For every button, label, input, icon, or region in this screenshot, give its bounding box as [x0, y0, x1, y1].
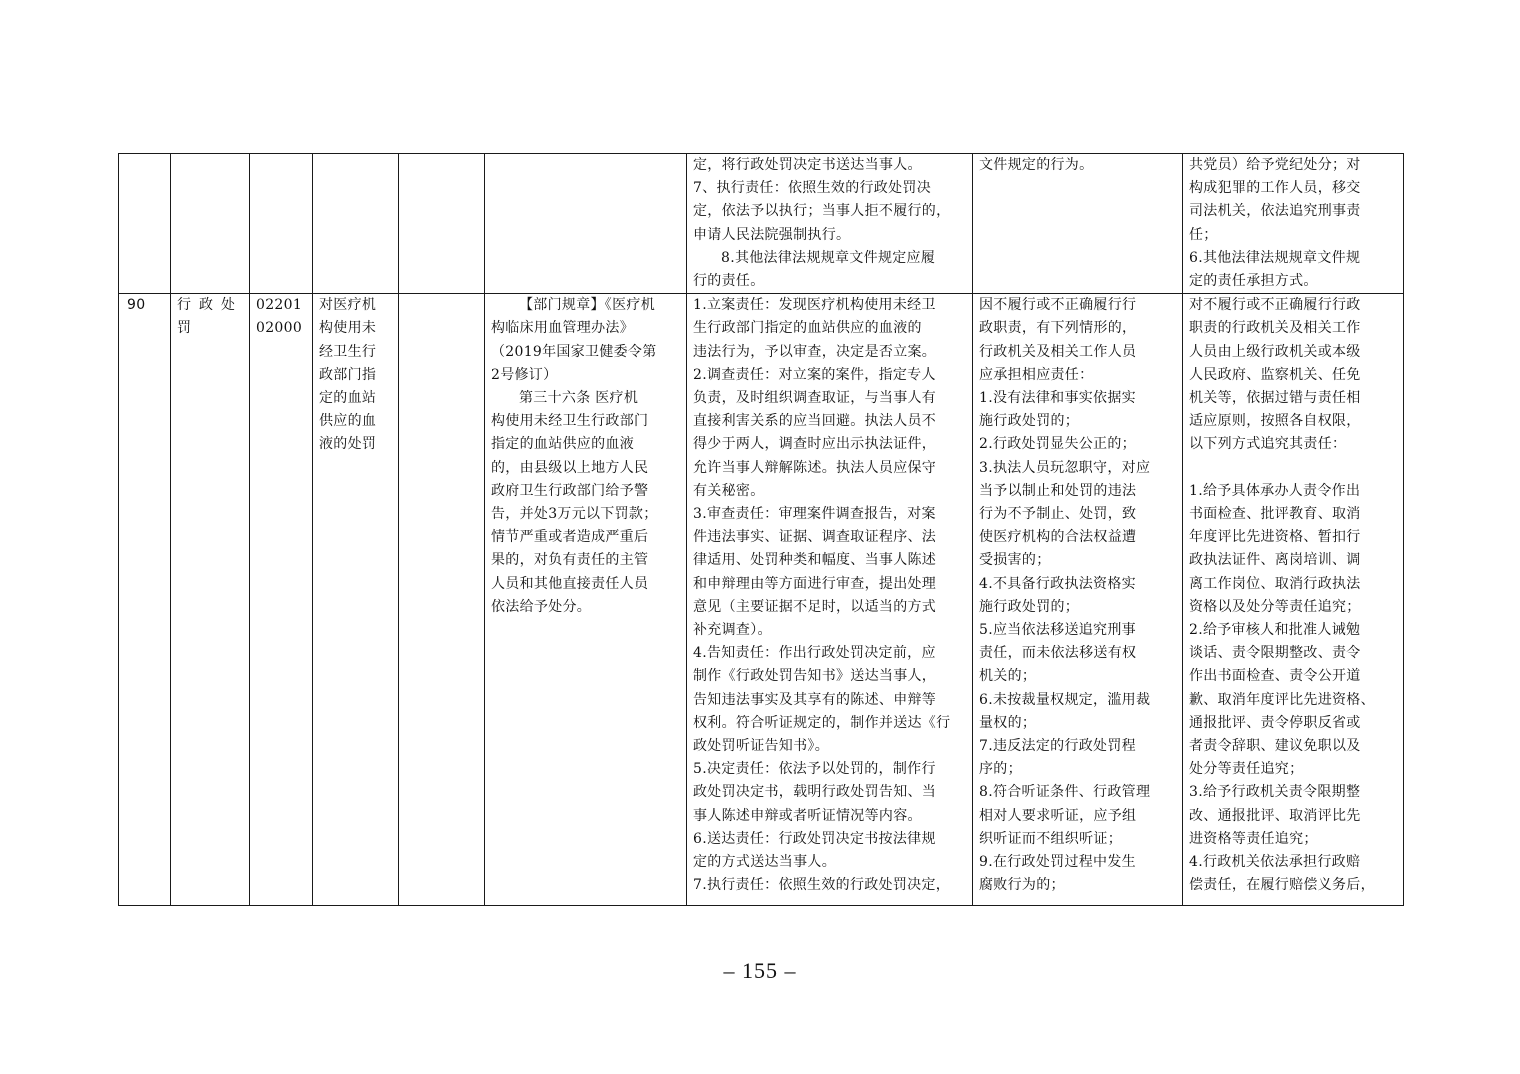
cell-basis [485, 294, 687, 906]
text-line: 7.违反法定的行政处罚程 [979, 738, 1136, 755]
text-line: 5.决定责任：依法予以处罚的，制作行 [693, 761, 936, 778]
text-line: 机关的； [979, 668, 1037, 685]
text-line: 资格以及处分等责任追究； [1189, 598, 1361, 615]
text-line: 罚 [177, 320, 192, 337]
cell-responsibility [687, 154, 973, 294]
text-line: 的，由县级以上地方人民 [491, 459, 649, 476]
text-line: 件违法事实、证据、调查取证程序、法 [693, 529, 937, 546]
text-line: 6.送达责任：行政处罚决定书按法律规 [693, 830, 936, 847]
text-line: 7.执行责任：依照生效的行政处罚决定， [693, 877, 951, 894]
text-line: 6.其他法律法规规章文件规 [1189, 249, 1361, 266]
text-line: 3.审查责任：审理案件调查报告，对案 [693, 506, 936, 523]
text-line: 处分等责任追究； [1189, 761, 1304, 778]
text-line: 量权的； [979, 714, 1037, 731]
text-line: 2.行政处罚显失公正的； [979, 436, 1136, 453]
text-line: 任； [1189, 226, 1218, 243]
cell-code [250, 154, 313, 294]
text-line: 违法行为，予以审查，决定是否立案。 [693, 343, 937, 360]
text-line: 人民政府、监察机关、任免 [1189, 366, 1361, 383]
text-line: 2号修订） [491, 366, 558, 383]
text-line: 政执法证件、离岗培训、调 [1189, 552, 1361, 569]
cell-situations [973, 294, 1183, 906]
text-line: 作出书面检查、责令公开道 [1189, 668, 1361, 685]
text-line: 改、通报批评、取消评比先 [1189, 807, 1361, 824]
text-line: 1.没有法律和事实依据实 [979, 390, 1136, 407]
text-line: 歉、取消年度评比先进资格、 [1189, 691, 1375, 708]
text-line: 以下列方式追究其责任： [1189, 436, 1347, 453]
text-line: 人员由上级行政机关或本级 [1189, 343, 1361, 360]
text-line: 直接利害关系的应当回避。执法人员不 [693, 413, 937, 430]
text-line: 意见（主要证据不足时，以适当的方式 [693, 598, 937, 615]
table-row-90 [119, 294, 1404, 906]
text-line: 者责令辞职、建议免职以及 [1189, 738, 1361, 755]
text-line: 指定的血站供应的血液 [491, 436, 634, 453]
cell-category [171, 294, 250, 906]
text-line: 适应原则，按照各自权限， [1189, 413, 1361, 430]
text-line: 经卫生行 [319, 343, 377, 360]
text-line: 【部门规章】《医疗机 [519, 297, 655, 314]
text-line: 生行政部门指定的血站供应的血液的 [693, 320, 922, 337]
text-line: 和申辩理由等方面进行审查，提出处理 [693, 575, 937, 592]
text-line: 5.应当依法移送追究刑事 [979, 622, 1136, 639]
text-line: 对不履行或不正确履行行政 [1189, 297, 1361, 314]
text-line: 允许当事人辩解陈述。执法人员应保守 [693, 459, 937, 476]
text-line: 政处罚听证告知书》。 [693, 738, 829, 755]
text-line: 书面检查、批评教育、取消 [1189, 506, 1361, 523]
text-line: 应承担相应责任： [979, 366, 1094, 383]
text-line: 行政机关及相关工作人员 [979, 343, 1137, 360]
text-line: 腐败行为的； [979, 877, 1065, 894]
cell-name [313, 154, 399, 294]
cell-number [119, 294, 171, 906]
text-line: 8.符合听证条件、行政管理 [979, 784, 1151, 801]
text-line: 使医疗机构的合法权益遭 [979, 529, 1137, 546]
text-line: 3.执法人员玩忽职守，对应 [979, 459, 1151, 476]
text-line: 情节严重或者造成严重后 [491, 529, 649, 546]
text-line: 构成犯罪的工作人员，移交 [1189, 180, 1361, 197]
text-line: 年度评比先进资格、暂扣行 [1189, 529, 1361, 546]
cell-situations [973, 154, 1183, 294]
cell-sub-item [399, 294, 485, 906]
text-line: 受损害的； [979, 552, 1051, 569]
text-line: 施行政处罚的； [979, 598, 1080, 615]
text-line: 进资格等责任追究； [1189, 830, 1318, 847]
text-line: 告知违法事实及其享有的陈述、申辩等 [693, 691, 937, 708]
text-line: 1.立案责任：发现医疗机构使用未经卫 [693, 297, 936, 314]
cell-sub-item [399, 154, 485, 294]
text-line: 人员和其他直接责任人员 [491, 575, 649, 592]
text-line: 补充调查）。 [693, 622, 772, 639]
text-line: 6.未按裁量权规定，滥用裁 [979, 691, 1151, 708]
cell-code [250, 294, 313, 906]
text-line: 定的方式送达当事人。 [693, 854, 836, 871]
text-line: 事人陈述申辩或者听证情况等内容。 [693, 807, 922, 824]
text-line: 液的处罚 [319, 436, 377, 453]
text-line: 3.给予行政机关责令限期整 [1189, 784, 1361, 801]
text-line: 政部门指 [319, 366, 377, 383]
text-line: 司法机关，依法追究刑事责 [1189, 203, 1361, 220]
text-line: 7、执行责任：依照生效的行政处罚决 [693, 180, 932, 197]
text-line: 构使用未经卫生行政部门 [491, 413, 649, 430]
text-line: 权利。符合听证规定的，制作并送达《行 [693, 714, 951, 731]
text-line: 4.不具备行政执法资格实 [979, 575, 1136, 592]
text-line: 定，将行政处罚决定书送达当事人。 [693, 157, 922, 173]
text-line: 政处罚决定书，载明行政处罚告知、当 [693, 784, 937, 801]
text-line: 当予以制止和处罚的违法 [979, 482, 1137, 499]
text-line: 施行政处罚的； [979, 413, 1080, 430]
power-list-table [118, 153, 1404, 906]
text-line: 得少于两人，调查时应出示执法证件， [693, 436, 937, 453]
text-line: 职责的行政机关及相关工作 [1189, 320, 1361, 337]
text-line: 构使用未 [319, 320, 377, 337]
text-line: 责任，而未依法移送有权 [979, 645, 1137, 662]
text-line: 申请人民法院强制执行。 [693, 226, 851, 243]
cell-responsibility [687, 294, 973, 906]
text-line: 相对人要求听证，应予组 [979, 807, 1137, 824]
text-line: 织听证而不组织听证； [979, 830, 1122, 847]
text-line: 9.在行政处罚过程中发生 [979, 854, 1136, 871]
text-line: 政府卫生行政部门给予警 [491, 482, 649, 499]
text-line: 离工作岗位、取消行政执法 [1189, 575, 1361, 592]
text-line: 定的血站 [319, 390, 377, 407]
text-line: 4.行政机关依法承担行政赔 [1189, 854, 1361, 871]
text-line: 1.给予具体承办人责令作出 [1189, 482, 1361, 499]
text-line: 制作《行政处罚告知书》送达当事人， [693, 668, 937, 685]
text-line: 依法给予处分。 [491, 598, 592, 615]
text-line: 偿责任，在履行赔偿义务后， [1189, 877, 1375, 894]
text-line: 02201 [256, 297, 303, 314]
text-line: 因不履行或不正确履行行 [979, 297, 1137, 314]
text-line [1189, 457, 1397, 480]
text-line: 政职责，有下列情形的， [979, 320, 1137, 337]
table-row-continued [119, 154, 1404, 294]
text-line: 定的责任承担方式。 [1189, 273, 1318, 290]
text-line: 果的，对负有责任的主管 [491, 552, 649, 569]
page-number: – 155 – [723, 958, 797, 983]
text-line: 构临床用血管理办法》 [491, 320, 634, 337]
text-line: 共党员）给予党纪处分；对 [1189, 157, 1361, 173]
text-line: （2019年国家卫健委令第 [491, 343, 657, 360]
text-line: 负责，及时组织调查取证，与当事人有 [693, 390, 937, 407]
text-line: 有关秘密。 [693, 482, 765, 499]
text-line: 行为不予制止、处罚，致 [979, 506, 1137, 523]
cell-name [313, 294, 399, 906]
text-line: 供应的血 [319, 413, 377, 430]
text-line: 对医疗机 [319, 297, 377, 314]
text-line: 4.告知责任：作出行政处罚决定前，应 [693, 645, 936, 662]
cell-category [171, 154, 250, 294]
text-line: 02000 [256, 320, 303, 337]
cell-basis [485, 154, 687, 294]
text-line: 序的； [979, 761, 1022, 778]
text-line: 行的责任。 [693, 273, 765, 290]
text-line: 告，并处3万元以下罚款； [491, 506, 658, 523]
text-line: 谈话、责令限期整改、责令 [1189, 645, 1361, 662]
cell-number [119, 154, 171, 294]
text-line: 文件规定的行为。 [979, 157, 1094, 173]
text-line: 2.给予审核人和批准人诫勉 [1189, 622, 1361, 639]
text-line: 行政处 [177, 297, 243, 314]
text-line: 2.调查责任：对立案的案件，指定专人 [693, 366, 936, 383]
text-line: 定，依法予以执行；当事人拒不履行的， [693, 203, 951, 220]
cell-accountability [1183, 154, 1404, 294]
text-line: 律适用、处罚种类和幅度、当事人陈述 [693, 552, 937, 569]
text-line: 第三十六条 医疗机 [519, 390, 639, 407]
text-line: 8.其他法律法规规章文件规定应履 [721, 249, 936, 266]
row-number: 90 [127, 297, 146, 314]
cell-accountability [1183, 294, 1404, 906]
text-line: 机关等，依据过错与责任相 [1189, 390, 1361, 407]
text-line: 通报批评、责令停职反省或 [1189, 714, 1361, 731]
